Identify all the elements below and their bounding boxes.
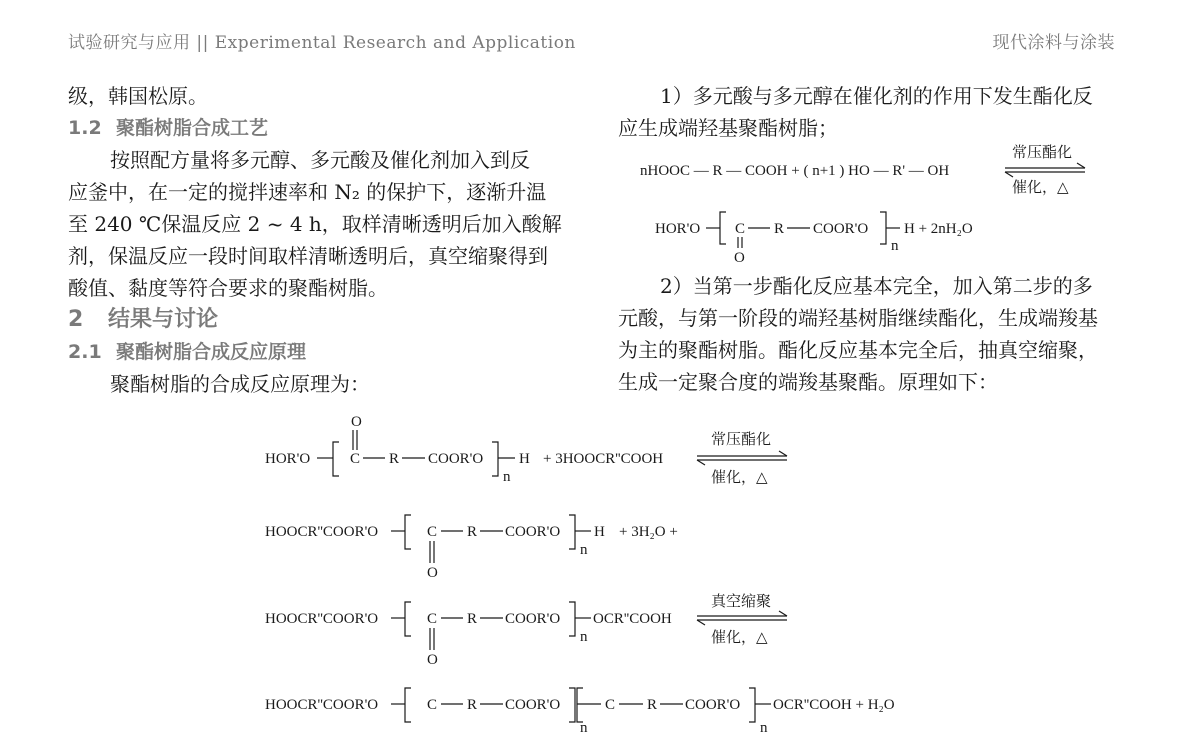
arrow-label-bottom: 催化，△ — [711, 468, 768, 486]
section-number: 2 — [68, 307, 84, 332]
eq-part-g: R — [647, 697, 658, 713]
section-heading-2-1 — [68, 336, 573, 368]
text-line: 1）多元酸与多元醇在催化剂的作用下发生酯化反 — [660, 84, 1093, 108]
text-line: 至 240 ℃保温反应 2 ~ 4 h，取样清晰透明后加入酸解 — [68, 212, 562, 236]
eq-prod-a: HOR'O — [655, 221, 701, 237]
arrow-label-top: 常压酯化 — [1012, 143, 1073, 161]
arrow-head — [1077, 163, 1085, 168]
text-line: 按照配方量将多元醇、多元酸及催化剂加入到反 — [110, 148, 530, 172]
arrow-label-bottom: 催化，△ — [1012, 178, 1069, 196]
bracket-left — [405, 602, 411, 636]
bracket-left — [405, 515, 411, 549]
eq-part-c: R — [389, 451, 400, 467]
text-line: 酸值、黏度等符合要求的聚酯树脂。 — [68, 276, 388, 300]
eq-part-b: C — [427, 611, 438, 627]
arrow-head — [697, 460, 705, 465]
paragraph-synthesis-process — [68, 144, 573, 304]
eq-part-b: C — [427, 697, 438, 713]
bracket-left — [333, 442, 339, 476]
eq-part-e: OCR''COOH + H₂O — [773, 697, 895, 713]
eq-part-d: COOR'O — [505, 611, 561, 627]
section-title: 结果与讨论 — [108, 307, 219, 332]
arrow-head — [1005, 172, 1013, 177]
bracket-right — [492, 442, 498, 476]
arrow-head — [779, 611, 787, 616]
equation-5 — [265, 680, 945, 740]
equation-4 — [265, 590, 805, 668]
bracket-left — [720, 212, 726, 244]
eq-subscript-n: n — [503, 469, 511, 485]
text-line: 应釜中，在一定的搅拌速率和 N₂ 的保护下，逐渐升温 — [68, 180, 547, 204]
eq-prod-b: C — [735, 221, 746, 237]
bracket-right — [569, 515, 575, 549]
section-heading-2 — [68, 304, 573, 336]
bracket-right — [569, 688, 575, 722]
bracket-left — [405, 688, 411, 722]
eq-part-c: R — [467, 697, 478, 713]
text-line: 为主的聚酯树脂。酯化反应基本完全后，抽真空缩聚， — [618, 338, 1098, 362]
eq-tail: + 3H₂O + — [619, 524, 678, 540]
eq-subscript-n: n — [760, 720, 768, 736]
eq-part-c: R — [467, 611, 478, 627]
section-number: 1.2 — [68, 117, 102, 139]
eq-prod-e: H + 2nH₂O — [904, 221, 973, 237]
eq-oxygen: O — [427, 652, 438, 668]
running-header-left: 试验研究与应用 || Experimental Research and Application — [68, 33, 576, 53]
running-header-right: 现代涂料与涂装 — [992, 33, 1115, 53]
eq-part-f: C — [605, 697, 616, 713]
eq-part-c: R — [467, 524, 478, 540]
eq-part-b: C — [427, 524, 438, 540]
bracket-left-2 — [577, 688, 583, 722]
eq-part-d: COOR'O — [428, 451, 484, 467]
eq-part-e: H — [519, 451, 530, 467]
eq-part-d: COOR'O — [505, 524, 561, 540]
text-line: 剂，保温反应一段时间取样清晰透明后，真空缩聚得到 — [68, 244, 548, 268]
eq-subscript-n: n — [891, 238, 899, 254]
text-line: 应生成端羟基聚酯树脂； — [618, 116, 838, 140]
eq-oxygen: O — [427, 565, 438, 581]
eq-subscript-n: n — [580, 720, 588, 736]
arrow-head — [779, 451, 787, 456]
bracket-right — [880, 212, 886, 244]
eq-oxygen: O — [351, 414, 362, 430]
eq-subscript-n: n — [580, 542, 588, 558]
eq-reactants: nHOOC — R — COOH + ( n+1 ) HO — R' — OH — [640, 163, 950, 179]
eq-part-a: HOOCR''COOR'O — [265, 611, 379, 627]
eq-part-e: OCR''COOH — [593, 611, 672, 627]
left-column — [68, 80, 573, 400]
eq-prod-d: COOR'O — [813, 221, 869, 237]
text-line: 生成一定聚合度的端羧基聚酯。原理如下： — [618, 370, 998, 394]
eq-part-a: HOOCR''COOR'O — [265, 697, 379, 713]
equation-2 — [265, 412, 805, 490]
paragraph-principle-intro: 聚酯树脂的合成反应原理为： — [110, 372, 370, 396]
eq-part-a: HOOCR''COOR'O — [265, 524, 379, 540]
paragraph-step-1 — [618, 80, 1123, 144]
paragraph-step-2 — [618, 270, 1123, 398]
eq-part-d: COOR'O — [505, 697, 561, 713]
arrow-label-bottom: 催化，△ — [711, 628, 768, 646]
paragraph-intro-tail: 级，韩国松原。 — [68, 84, 208, 108]
arrow-label-top: 真空缩聚 — [711, 592, 772, 610]
eq-prod-c: R — [774, 221, 785, 237]
eq-part-h: COOR'O — [685, 697, 741, 713]
arrow-label-top: 常压酯化 — [711, 430, 772, 448]
eq-part-b: C — [350, 451, 361, 467]
bracket-right — [569, 602, 575, 636]
equation-3 — [265, 505, 725, 583]
text-line: 元酸，与第一阶段的端羟基树脂继续酯化，生成端羧基 — [618, 306, 1098, 330]
section-number: 2.1 — [68, 341, 102, 363]
equation-1 — [640, 140, 1120, 270]
arrow-head — [697, 620, 705, 625]
eq-part-a: HOR'O — [265, 451, 311, 467]
text-line: 2）当第一步酯化反应基本完全，加入第二步的多 — [660, 274, 1093, 298]
section-title: 聚酯树脂合成反应原理 — [116, 341, 307, 363]
section-heading-1-2 — [68, 112, 573, 144]
eq-part-e: H — [594, 524, 605, 540]
section-title: 聚酯树脂合成工艺 — [116, 117, 269, 139]
eq-subscript-n: n — [580, 629, 588, 645]
eq-plus-reagent: + 3HOOCR''COOH — [543, 451, 664, 467]
eq-oxygen: O — [734, 250, 745, 266]
bracket-right-2 — [749, 688, 755, 722]
